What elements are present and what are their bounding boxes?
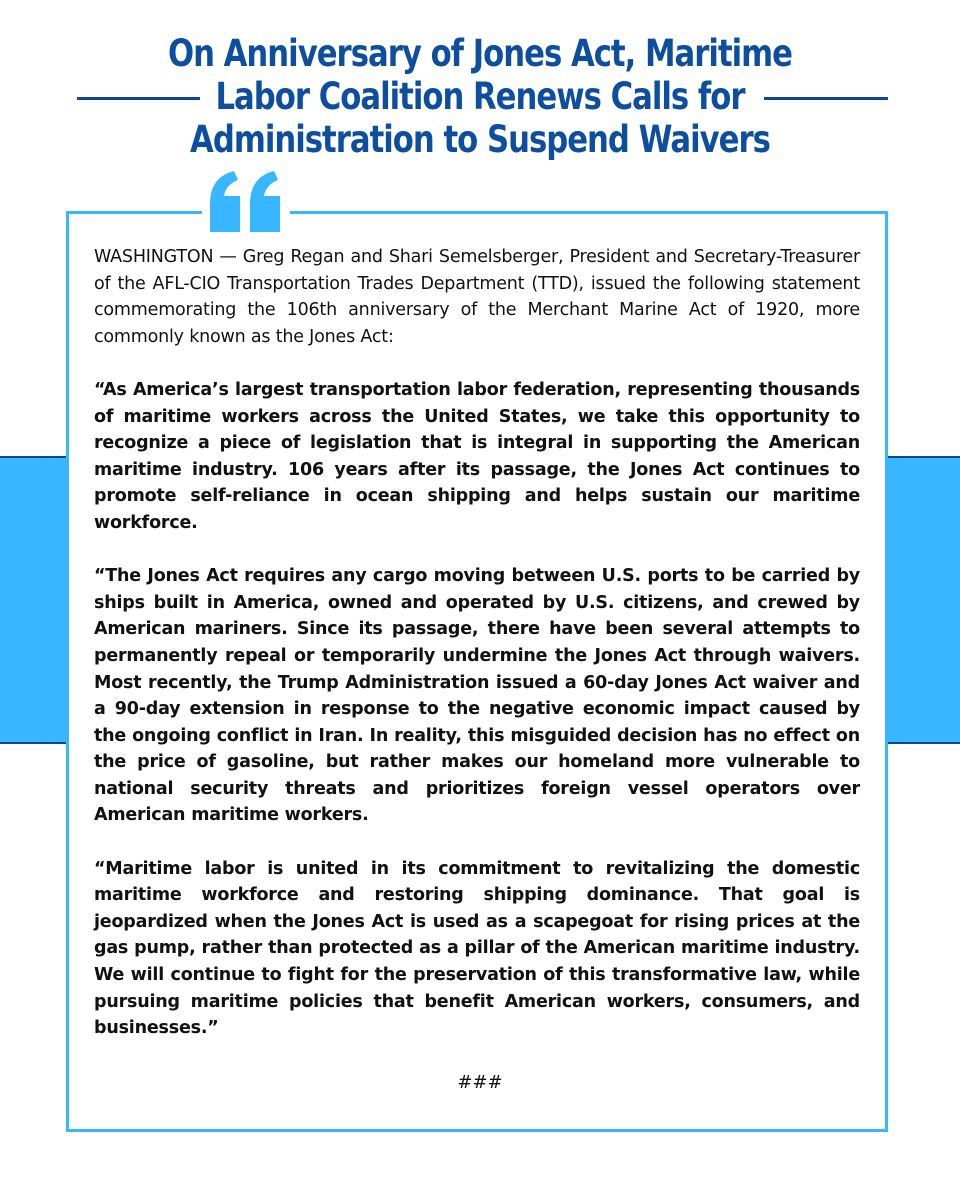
quote-paragraph-3: “Maritime labor is united in its commitment to revitalizing the domestic maritime workforce and restoring shipping dominance. That goal is jeopardized when the Jones Act is used as a scapegoat for rising prices at the gas pump, rather than protected as a pillar of the American maritime industry. We will continue to fight for the preservation of this transformative law, while pursuing maritime policies that benefit American workers, consumers, and businesses.” (94, 858, 860, 1039)
open-quote-icon (208, 170, 282, 232)
headline-line-2: Labor Coalition Renews Calls for (215, 75, 745, 118)
headline (82, 32, 879, 161)
intro-paragraph: WASHINGTON — Greg Regan and Shari Semelsberger, President and Secretary-Treasurer of the AFL-CIO Transportation Trades Department (TTD), issued the following statement commemorating the 106th anniversary of the Merchant Marine Act of 1920, more commonly known as the Jones Act: (94, 247, 860, 347)
headline-line-3: Administration to Suspend Waivers (190, 118, 770, 161)
end-mark: ### (457, 1072, 503, 1093)
statement-body (94, 244, 860, 1068)
quote-paragraph-1: “As America’s largest transportation labor federation, representing thousands of maritime workers across the United States, we take this opportunity to recognize a piece of legislation that is integral in supporting the American maritime industry. 106 years after its passage, the Jones Act continues to promote self-reliance in ocean shipping and helps sustain our maritime workforce. (94, 379, 860, 533)
headline-line-1: On Anniversary of Jones Act, Maritime (167, 32, 793, 75)
quote-paragraph-2: “The Jones Act requires any cargo moving between U.S. ports to be carried by ships built in America, owned and operated by U.S. citizens, and crewed by American mariners. Since its passage, there have been several attempts to permanently repeal or temporarily undermine the Jones Act through waivers. Most recently, the Trump Administration issued a 60-day Jones Act waiver and a 90-day extension in response to the negative economic impact caused by the ongoing conflict in Iran. In reality, this misguided decision has no effect on the price of gasoline, but rather makes our homeland more vulnerable to national security threats and prioritizes foreign vessel operators over American maritime workers. (94, 566, 860, 826)
